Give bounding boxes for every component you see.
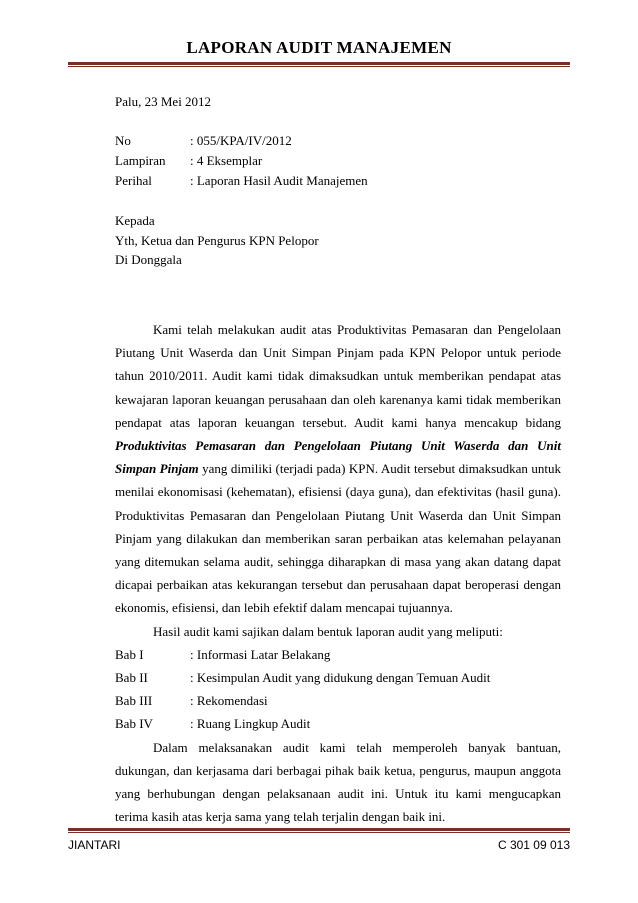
chapter-value: : Rekomendasi [190,693,268,709]
paragraph-3: Dalam melaksanakan audit kami telah memperoleh banyak bantuan, dukungan, dan kerjasama dari berbagai pihak baik ketua, pengurus, maupun anggota yang berhubungan dengan pelaksanaan audit ini. Untuk itu kami mengucapkan terima kasih atas kerja sama yang telah terjalin dengan baik ini. [115,739,561,825]
meta-row-lampiran [115,151,561,171]
letter-date: Palu, 23 Mei 2012 [115,94,212,109]
meta-row-no [115,131,561,151]
chapter-key: Bab I [115,646,144,662]
meta-value: : 4 Eksemplar [190,153,263,168]
footer-author: JIANTARI [68,838,121,852]
chapter-row [115,689,561,712]
meta-key: No [115,133,131,148]
chapter-key: Bab IV [115,716,153,732]
meta-value: : Laporan Hasil Audit Manajemen [190,173,368,188]
paragraph-1-rest: yang dimiliki (terjadi pada) KPN. Audit tersebut dimaksudkan untuk menilai ekonomisasi (kehematan), efisiensi (daya guna), dan efektivitas (hasil guna). Produktivitas Pemasaran dan Pengelolaan Piutang Unit Waserda dan Unit Simpan Pinjam yang dilakukan dan memberikan saran perbaikan atas kelemahan pelayanan yang ditemukan selama audit, sehingga diharapkan di masa yang akan datang dapat dicapai perbaikan atas kekurangan tersebut dan perusahaan dapat beroperasi dengan ekonomis, efisiensi, dan lebih efektif dalam mencapai tujuannya. [115,461,561,616]
meta-key: Perihal [115,173,152,188]
chapter-value: : Informasi Latar Belakang [190,646,331,662]
address-line: Yth, Ketua dan Pengurus KPN Pelopor [115,232,319,248]
meta-row-perihal [115,171,561,191]
paragraph-2: Hasil audit kami sajikan dalam bentuk laporan audit yang meliputi: [153,623,503,639]
paragraph-1-emphasis: Produktivitas Pemasaran dan Pengelolaan Piutang Unit Waserda dan Unit Simpan Pinjam [115,438,561,477]
letter-meta [115,131,561,191]
chapter-value: : Ruang Lingkup Audit [190,716,311,732]
header-rule-thick [68,62,570,65]
header-rule-thin [68,66,570,67]
address-line: Di Donggala [115,252,182,268]
footer-id: C 301 09 013 [497,838,570,852]
paragraph-1-intro: Kami telah melakukan audit atas Produktivitas Pemasaran dan Pengelolaan Piutang Unit Waserda dan Unit Simpan Pinjam pada KPN Pelopor untuk periode tahun 2010/2011. Audit kami tidak dimaksudkan untuk memberikan pendapat atas kewajaran laporan keuangan perusahaan dan oleh karenanya kami tidak memberikan pendapat atas laporan keuangan tersebut. Audit kami hanya mencakup bidang [115,322,561,430]
page-title: LAPORAN AUDIT MANAJEMEN [186,38,452,57]
chapter-row [115,712,561,735]
chapter-list [115,643,561,736]
chapter-key: Bab II [115,670,148,686]
address-line: Kepada [115,213,155,228]
footer-rule-thin [68,832,570,833]
meta-key: Lampiran [115,153,166,168]
chapter-key: Bab III [115,693,153,709]
footer-rule-thick [68,828,570,831]
chapter-row [115,643,561,666]
paragraph-1 [115,318,561,620]
chapter-row [115,666,561,689]
letter-head [115,92,561,288]
recipient-address [115,211,561,270]
letter-body [115,318,561,828]
chapter-value: : Kesimpulan Audit yang didukung dengan Temuan Audit [190,670,491,686]
meta-value: : 055/KPA/IV/2012 [190,133,292,148]
